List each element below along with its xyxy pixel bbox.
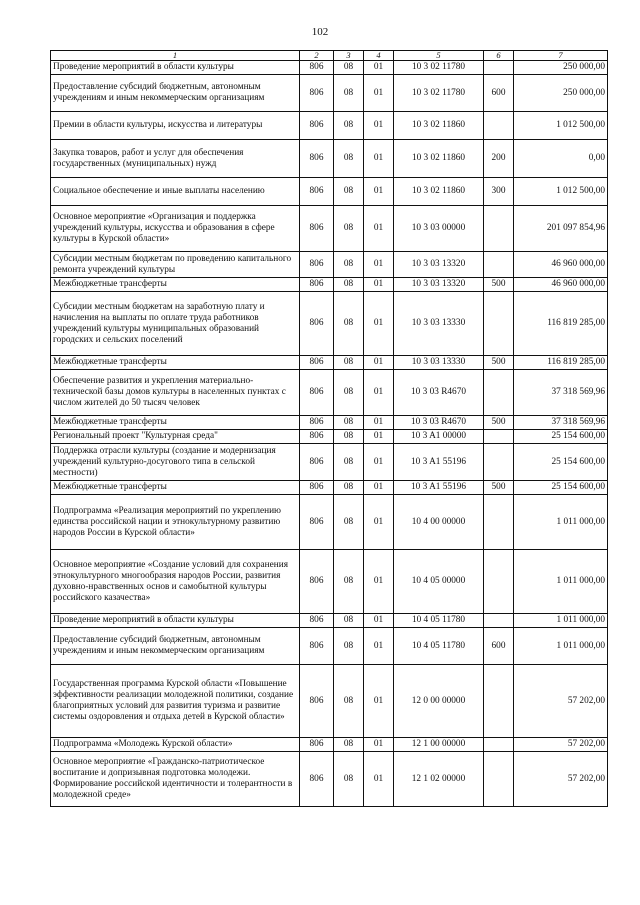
row-name-cell: Основное мероприятие «Гражданско-патриотическое воспитание и допризывная подготовка молодежи. Формирование российской идентичности и толерантности в молодежной среде» bbox=[51, 752, 300, 807]
row-section-cell: 08 bbox=[334, 252, 364, 278]
header-cell: 2 bbox=[300, 51, 334, 61]
table-row bbox=[51, 292, 608, 356]
table-header-row bbox=[51, 51, 608, 61]
row-name-cell: Премии в области культуры, искусства и литературы bbox=[51, 112, 300, 140]
row-target-cell: 10 3 A1 55196 bbox=[394, 444, 484, 481]
row-code-cell: 806 bbox=[300, 752, 334, 807]
row-type-cell: 300 bbox=[484, 178, 514, 206]
table-row bbox=[51, 481, 608, 495]
header-cell: 7 bbox=[514, 51, 608, 61]
row-name-cell: Закупка товаров, работ и услуг для обеспечения государственных (муниципальных) нужд bbox=[51, 140, 300, 178]
row-target-cell: 10 3 A1 00000 bbox=[394, 430, 484, 444]
row-subsection-cell: 01 bbox=[364, 292, 394, 356]
row-name-cell: Межбюджетные трансферты bbox=[51, 278, 300, 292]
row-subsection-cell: 01 bbox=[364, 738, 394, 752]
row-target-cell: 10 3 03 13320 bbox=[394, 278, 484, 292]
table-row bbox=[51, 614, 608, 628]
row-name-cell: Межбюджетные трансферты bbox=[51, 356, 300, 370]
row-section-cell: 08 bbox=[334, 665, 364, 738]
table-row bbox=[51, 112, 608, 140]
table-row bbox=[51, 738, 608, 752]
row-code-cell: 806 bbox=[300, 178, 334, 206]
row-amount-cell: 1 011 000,00 bbox=[514, 628, 608, 665]
row-amount-cell: 25 154 600,00 bbox=[514, 430, 608, 444]
row-subsection-cell: 01 bbox=[364, 430, 394, 444]
row-section-cell: 08 bbox=[334, 112, 364, 140]
row-section-cell: 08 bbox=[334, 75, 364, 112]
row-amount-cell: 1 011 000,00 bbox=[514, 550, 608, 614]
row-subsection-cell: 01 bbox=[364, 61, 394, 75]
row-code-cell: 806 bbox=[300, 252, 334, 278]
table-row bbox=[51, 278, 608, 292]
row-amount-cell: 37 318 569,96 bbox=[514, 370, 608, 416]
table-row bbox=[51, 628, 608, 665]
row-name-cell: Субсидии местным бюджетам по проведению капитального ремонта учреждений культуры bbox=[51, 252, 300, 278]
row-name-cell: Социальное обеспечение и иные выплаты населению bbox=[51, 178, 300, 206]
row-section-cell: 08 bbox=[334, 752, 364, 807]
row-amount-cell: 116 819 285,00 bbox=[514, 292, 608, 356]
row-code-cell: 806 bbox=[300, 430, 334, 444]
row-code-cell: 806 bbox=[300, 738, 334, 752]
page-number: 102 bbox=[311, 26, 329, 38]
row-subsection-cell: 01 bbox=[364, 614, 394, 628]
row-type-cell: 500 bbox=[484, 356, 514, 370]
row-name-cell: Основное мероприятие «Создание условий для сохранения этнокультурного многообразия народов России, развития духовно-нравственных основ и самобытной культуры российского казачества» bbox=[51, 550, 300, 614]
row-amount-cell: 201 097 854,96 bbox=[514, 206, 608, 252]
row-subsection-cell: 01 bbox=[364, 278, 394, 292]
row-section-cell: 08 bbox=[334, 140, 364, 178]
row-type-cell: 600 bbox=[484, 628, 514, 665]
row-subsection-cell: 01 bbox=[364, 665, 394, 738]
row-name-cell: Региональный проект "Культурная среда" bbox=[51, 430, 300, 444]
row-subsection-cell: 01 bbox=[364, 628, 394, 665]
row-subsection-cell: 01 bbox=[364, 75, 394, 112]
row-target-cell: 10 4 05 11780 bbox=[394, 628, 484, 665]
row-subsection-cell: 01 bbox=[364, 252, 394, 278]
row-subsection-cell: 01 bbox=[364, 112, 394, 140]
table-row bbox=[51, 206, 608, 252]
row-subsection-cell: 01 bbox=[364, 178, 394, 206]
row-code-cell: 806 bbox=[300, 292, 334, 356]
row-subsection-cell: 01 bbox=[364, 481, 394, 495]
row-code-cell: 806 bbox=[300, 444, 334, 481]
table-row bbox=[51, 444, 608, 481]
row-target-cell: 12 1 02 00000 bbox=[394, 752, 484, 807]
row-name-cell: Обеспечение развития и укрепления материально-технической базы домов культуры в населенных пунктах с числом жителей до 50 тысяч человек bbox=[51, 370, 300, 416]
row-target-cell: 10 4 00 00000 bbox=[394, 495, 484, 550]
row-type-cell bbox=[484, 61, 514, 75]
table-row bbox=[51, 550, 608, 614]
row-amount-cell: 57 202,00 bbox=[514, 665, 608, 738]
row-name-cell: Субсидии местным бюджетам на заработную плату и начисления на выплаты по оплате труда работников учреждений культуры муниципальных образований городских и сельских поселений bbox=[51, 292, 300, 356]
row-code-cell: 806 bbox=[300, 61, 334, 75]
header-cell: 1 bbox=[51, 51, 300, 61]
row-type-cell bbox=[484, 292, 514, 356]
header-cell: 4 bbox=[364, 51, 394, 61]
row-amount-cell: 250 000,00 bbox=[514, 75, 608, 112]
row-subsection-cell: 01 bbox=[364, 370, 394, 416]
table-row bbox=[51, 252, 608, 278]
row-section-cell: 08 bbox=[334, 430, 364, 444]
row-amount-cell: 1 011 000,00 bbox=[514, 495, 608, 550]
row-type-cell: 500 bbox=[484, 481, 514, 495]
table-row bbox=[51, 665, 608, 738]
row-section-cell: 08 bbox=[334, 481, 364, 495]
row-type-cell bbox=[484, 550, 514, 614]
row-section-cell: 08 bbox=[334, 614, 364, 628]
budget-table bbox=[50, 50, 608, 807]
row-subsection-cell: 01 bbox=[364, 206, 394, 252]
table-row bbox=[51, 430, 608, 444]
row-name-cell: Предоставление субсидий бюджетным, автономным учреждениям и иным некоммерческим организациям bbox=[51, 75, 300, 112]
row-type-cell bbox=[484, 738, 514, 752]
row-target-cell: 10 3 03 13320 bbox=[394, 252, 484, 278]
row-name-cell: Проведение мероприятий в области культуры bbox=[51, 61, 300, 75]
row-section-cell: 08 bbox=[334, 61, 364, 75]
table-row bbox=[51, 370, 608, 416]
row-subsection-cell: 01 bbox=[364, 416, 394, 430]
row-amount-cell: 25 154 600,00 bbox=[514, 481, 608, 495]
row-section-cell: 08 bbox=[334, 495, 364, 550]
row-amount-cell: 1 012 500,00 bbox=[514, 178, 608, 206]
row-code-cell: 806 bbox=[300, 550, 334, 614]
row-type-cell bbox=[484, 252, 514, 278]
row-amount-cell: 1 011 000,00 bbox=[514, 614, 608, 628]
table-row bbox=[51, 752, 608, 807]
row-target-cell: 10 3 02 11780 bbox=[394, 61, 484, 75]
row-code-cell: 806 bbox=[300, 370, 334, 416]
row-code-cell: 806 bbox=[300, 75, 334, 112]
table-row bbox=[51, 178, 608, 206]
row-target-cell: 10 3 02 11860 bbox=[394, 112, 484, 140]
row-section-cell: 08 bbox=[334, 278, 364, 292]
table-row bbox=[51, 495, 608, 550]
row-section-cell: 08 bbox=[334, 444, 364, 481]
row-type-cell bbox=[484, 370, 514, 416]
row-code-cell: 806 bbox=[300, 495, 334, 550]
row-type-cell bbox=[484, 665, 514, 738]
budget-table-body bbox=[51, 51, 608, 807]
row-amount-cell: 46 960 000,00 bbox=[514, 278, 608, 292]
row-name-cell: Основное мероприятие «Организация и поддержка учреждений культуры, искусства и образования в сфере культуры в Курской области» bbox=[51, 206, 300, 252]
row-amount-cell: 25 154 600,00 bbox=[514, 444, 608, 481]
row-section-cell: 08 bbox=[334, 628, 364, 665]
row-subsection-cell: 01 bbox=[364, 140, 394, 178]
row-code-cell: 806 bbox=[300, 481, 334, 495]
row-section-cell: 08 bbox=[334, 206, 364, 252]
table-row bbox=[51, 140, 608, 178]
header-cell: 6 bbox=[484, 51, 514, 61]
row-target-cell: 10 4 05 11780 bbox=[394, 614, 484, 628]
row-section-cell: 08 bbox=[334, 738, 364, 752]
row-type-cell: 500 bbox=[484, 416, 514, 430]
row-target-cell: 12 0 00 00000 bbox=[394, 665, 484, 738]
row-name-cell: Государственная программа Курской области «Повышение эффективности реализации молодежной политики, создание благоприятных условий для развития туризма и развитие системы оздоровления и отдыха детей в Курской области» bbox=[51, 665, 300, 738]
row-amount-cell: 250 000,00 bbox=[514, 61, 608, 75]
table-row bbox=[51, 416, 608, 430]
row-target-cell: 10 3 03 13330 bbox=[394, 292, 484, 356]
row-section-cell: 08 bbox=[334, 178, 364, 206]
row-code-cell: 806 bbox=[300, 614, 334, 628]
row-code-cell: 806 bbox=[300, 140, 334, 178]
row-type-cell bbox=[484, 495, 514, 550]
row-target-cell: 10 3 03 00000 bbox=[394, 206, 484, 252]
row-name-cell: Подпрограмма «Реализация мероприятий по укреплению единства российской нации и этнокультурному развитию народов России в Курской области» bbox=[51, 495, 300, 550]
table-row bbox=[51, 356, 608, 370]
row-target-cell: 10 3 03 13330 bbox=[394, 356, 484, 370]
row-name-cell: Проведение мероприятий в области культуры bbox=[51, 614, 300, 628]
row-target-cell: 12 1 00 00000 bbox=[394, 738, 484, 752]
row-type-cell bbox=[484, 206, 514, 252]
row-name-cell: Подпрограмма «Молодежь Курской области» bbox=[51, 738, 300, 752]
row-target-cell: 10 4 05 00000 bbox=[394, 550, 484, 614]
row-code-cell: 806 bbox=[300, 416, 334, 430]
row-type-cell bbox=[484, 614, 514, 628]
row-code-cell: 806 bbox=[300, 665, 334, 738]
row-amount-cell: 57 202,00 bbox=[514, 752, 608, 807]
row-amount-cell: 0,00 bbox=[514, 140, 608, 178]
table-row bbox=[51, 75, 608, 112]
row-target-cell: 10 3 02 11860 bbox=[394, 140, 484, 178]
row-section-cell: 08 bbox=[334, 550, 364, 614]
row-subsection-cell: 01 bbox=[364, 495, 394, 550]
row-target-cell: 10 3 03 R4670 bbox=[394, 370, 484, 416]
row-subsection-cell: 01 bbox=[364, 444, 394, 481]
row-section-cell: 08 bbox=[334, 416, 364, 430]
row-subsection-cell: 01 bbox=[364, 550, 394, 614]
row-amount-cell: 46 960 000,00 bbox=[514, 252, 608, 278]
row-section-cell: 08 bbox=[334, 370, 364, 416]
table-row bbox=[51, 61, 608, 75]
row-subsection-cell: 01 bbox=[364, 752, 394, 807]
row-code-cell: 806 bbox=[300, 278, 334, 292]
row-name-cell: Поддержка отрасли культуры (создание и модернизация учреждений культурно-досугового типа в сельской местности) bbox=[51, 444, 300, 481]
row-type-cell: 200 bbox=[484, 140, 514, 178]
row-type-cell bbox=[484, 430, 514, 444]
row-target-cell: 10 3 A1 55196 bbox=[394, 481, 484, 495]
row-target-cell: 10 3 02 11780 bbox=[394, 75, 484, 112]
row-amount-cell: 37 318 569,96 bbox=[514, 416, 608, 430]
row-code-cell: 806 bbox=[300, 356, 334, 370]
row-name-cell: Предоставление субсидий бюджетным, автономным учреждениям и иным некоммерческим организациям bbox=[51, 628, 300, 665]
row-type-cell bbox=[484, 112, 514, 140]
row-target-cell: 10 3 03 R4670 bbox=[394, 416, 484, 430]
row-amount-cell: 116 819 285,00 bbox=[514, 356, 608, 370]
row-code-cell: 806 bbox=[300, 206, 334, 252]
row-type-cell: 500 bbox=[484, 278, 514, 292]
row-target-cell: 10 3 02 11860 bbox=[394, 178, 484, 206]
row-type-cell bbox=[484, 752, 514, 807]
header-cell: 5 bbox=[394, 51, 484, 61]
row-amount-cell: 1 012 500,00 bbox=[514, 112, 608, 140]
row-section-cell: 08 bbox=[334, 292, 364, 356]
row-subsection-cell: 01 bbox=[364, 356, 394, 370]
row-name-cell: Межбюджетные трансферты bbox=[51, 481, 300, 495]
row-name-cell: Межбюджетные трансферты bbox=[51, 416, 300, 430]
row-code-cell: 806 bbox=[300, 628, 334, 665]
header-cell: 3 bbox=[334, 51, 364, 61]
row-type-cell bbox=[484, 444, 514, 481]
row-amount-cell: 57 202,00 bbox=[514, 738, 608, 752]
row-type-cell: 600 bbox=[484, 75, 514, 112]
row-section-cell: 08 bbox=[334, 356, 364, 370]
row-code-cell: 806 bbox=[300, 112, 334, 140]
